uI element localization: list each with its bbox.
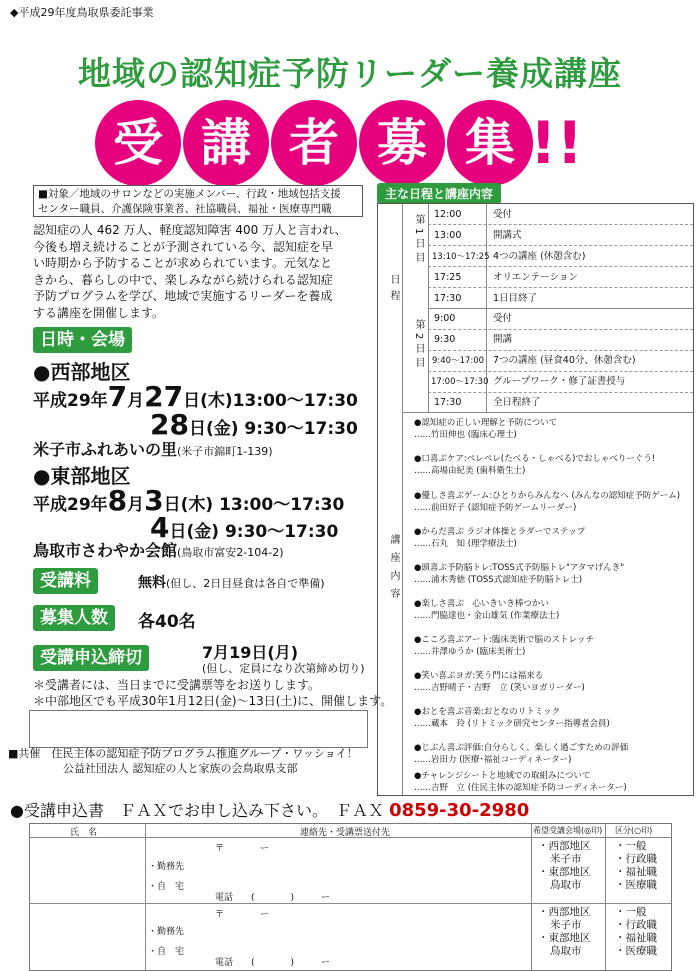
row2-work: ・勤務先	[148, 927, 185, 937]
day1-time: 17:30	[434, 293, 462, 304]
form-title: ●受講申込書 ＦＡＸでお申し込み下さい。 ＦＡＸ	[10, 801, 384, 820]
venue-option[interactable]: ・西部地区	[538, 906, 591, 918]
course-teacher: ……前田好子 (認知症予防ゲームリーダー)	[414, 503, 577, 513]
day2-item: 7つの講座 (昼食40分、休憩含む)	[493, 355, 636, 366]
venue-option[interactable]: ・東部地区	[538, 932, 591, 944]
schedule-table	[377, 203, 694, 796]
header-category: 区分(○印)	[615, 826, 653, 835]
intro-line: い時期から予防することが求められています。元気なと	[33, 256, 333, 270]
venue-option[interactable]: ・西部地区	[538, 840, 591, 852]
west-year: 平成29年	[33, 391, 108, 411]
application-form	[29, 823, 672, 971]
form-header	[10, 798, 700, 821]
category-option[interactable]: ・一般	[615, 906, 647, 918]
intro-line: きから、暮らしの中で、楽しみながら続けられる認知症	[33, 272, 333, 287]
course-title: ●楽しさ喜ぶ 心いきいき棒つかい	[414, 599, 549, 609]
cohost-line-2: 公益社団法人 認知症の人と家族の会鳥取県支部	[63, 762, 298, 775]
course-section-label: 講座内容	[388, 534, 399, 606]
recruit-char-2: 講	[183, 100, 269, 186]
west-day-2: 28	[150, 408, 189, 441]
row2-category-options[interactable]	[615, 906, 657, 958]
category-option[interactable]: ・福祉職	[615, 932, 657, 944]
east-day-1-time: 日(木) 13:00～17:30	[163, 495, 345, 515]
course-title: ●笑い喜ぶヨガ:笑う門には福来る	[414, 671, 544, 681]
west-venue-address: (米子市錦町1-139)	[177, 445, 273, 458]
course-item	[414, 526, 694, 550]
west-venue-name: 米子市ふれあいの里	[33, 440, 178, 459]
venue-option-city: 鳥取市	[550, 945, 582, 957]
note-line: ＊受講者には、当日までに受講票等をお送りします。	[33, 678, 321, 692]
course-teacher: ……門脇達也・金山雄気 (作業療法士)	[414, 611, 560, 621]
course-item	[414, 742, 694, 766]
capacity-value: 各40名	[138, 612, 196, 632]
row2-postal-field[interactable]: 〒 ー	[215, 910, 270, 920]
venue-option-city: 鳥取市	[550, 879, 582, 891]
course-item	[414, 634, 694, 658]
row1-phone-field[interactable]: 電話 ( ) ー	[215, 893, 331, 903]
day2-item: 受付	[493, 313, 513, 324]
row1-category-options[interactable]	[615, 840, 657, 892]
category-option[interactable]: ・行政職	[615, 919, 657, 931]
fee-label: 受講料	[33, 568, 98, 594]
west-day-1: 27	[144, 380, 184, 413]
fee-amount: 無料	[138, 575, 166, 591]
header-contact: 連絡先・受講票送付先	[300, 828, 391, 838]
course-title: ●こころ喜ぶアート:臨床美術で脳のストレッチ	[414, 635, 594, 645]
course-teacher: ……石丸 知 (理学療法士)	[414, 539, 517, 549]
date-venue-label: 日時・会場	[33, 327, 132, 353]
west-month: 7	[107, 380, 128, 413]
course-item	[414, 417, 694, 441]
day1-item: 1日目終了	[493, 293, 538, 304]
course-teacher: ……浦木秀徳 (TOSS式認知症予防脳トレ士)	[414, 575, 583, 585]
row1-work: ・勤務先	[148, 862, 185, 872]
intro-line: 予防プログラムを学び、地域で実施するリーダーを養成	[33, 289, 333, 303]
east-month-unit: 月	[127, 495, 145, 515]
row1-postal-field[interactable]: 〒 ー	[215, 844, 270, 854]
deadline-note: (但し、定員になり次第締め切り)	[202, 662, 365, 675]
header-name: 氏 名	[70, 828, 98, 838]
cohost-line-1: ■共催 住民主体の認知症予防プログラム推進グループ・ワッショイ！	[8, 747, 358, 760]
course-title: ●頭喜ぶ予防脳トレ:TOSS式予防脳トレ"アタマげんき"	[414, 563, 625, 573]
notes	[33, 677, 392, 709]
day2-time: 17:30	[434, 397, 462, 408]
category-option[interactable]: ・福祉職	[615, 866, 657, 878]
day1-time: 13:10～17:25	[432, 252, 490, 262]
category-option[interactable]: ・行政職	[615, 853, 657, 865]
course-teacher: ……高場由紀美 (歯科衛生士)	[414, 466, 526, 476]
course-teacher: ……竹田伸也 (臨床心理士)	[414, 430, 517, 440]
course-item	[414, 598, 694, 622]
day1-time: 12:00	[434, 209, 462, 220]
course-title: ●口喜ぶケア:ペレペレ(たべる・しゃべる)でおしゃべりーぐう!	[414, 454, 656, 464]
target-line-1: ■対象／地域のサロンなどの実施メンバー、行政・地域包括支援	[38, 188, 341, 200]
header-venue: 希望受講会場(◎印)	[533, 826, 603, 835]
venue-option[interactable]: ・東部地区	[538, 866, 591, 878]
course-teacher: ……岩田力 (医療･福祉コーディネーター)	[414, 755, 572, 765]
course-item	[414, 670, 694, 694]
east-venue	[33, 538, 284, 561]
fax-number: 0859-30-2980	[389, 800, 530, 821]
day1-label: 第1日目	[413, 214, 424, 267]
day1-item: 4つの講座 (休憩含む)	[493, 251, 586, 262]
course-teacher: ……吉野 立 (住民主体の認知症予防コーディネーター)	[414, 783, 627, 793]
east-venue-address: (鳥取市富安2-104-2)	[177, 546, 284, 559]
day2-time: 9:40～17:00	[432, 356, 485, 366]
day2-label: 第2日目	[413, 319, 424, 372]
day2-item: 開講	[493, 334, 513, 345]
recruit-char-3: 者	[271, 100, 357, 186]
venue-option-city: 米子市	[550, 853, 582, 865]
east-day-2: 4	[150, 511, 170, 544]
cohost	[8, 746, 358, 776]
west-day-1-time: 日(木)13:00～17:30	[183, 391, 358, 411]
course-teacher: ……吉野晴子・吉野 立 (笑いヨガリーダー)	[414, 683, 585, 693]
target-box	[33, 185, 363, 217]
target-line-2: センター職員、介護保険事業者、社協職員、福祉・医療専門職	[38, 203, 332, 215]
course-title: ●からだ喜ぶ ラジオ体操とラダーでステップ	[414, 527, 586, 537]
recruit-banner	[95, 100, 615, 190]
course-item	[414, 706, 694, 730]
recruit-char-5: 集	[447, 100, 533, 186]
row1-home: ・自 宅	[148, 882, 185, 892]
day2-item: グループワーク・修了証書授与	[493, 376, 626, 387]
capacity-label: 募集人数	[33, 605, 115, 631]
course-title: ●じぶん喜ぶ評価:自分らしく、楽しく過ごすための評価	[414, 743, 629, 753]
course-item	[414, 490, 694, 514]
deadline-date: 7月19日(月)	[202, 643, 299, 662]
category-option[interactable]: ・一般	[615, 840, 647, 852]
day1-time: 17:25	[434, 272, 462, 283]
row2-venue-options[interactable]	[538, 906, 591, 958]
page-title: 地域の認知症予防リーダー養成講座	[78, 54, 622, 93]
top-note: ◆平成29年度鳥取県委託事業	[10, 6, 154, 19]
course-teacher: ……蔵本 玲 (リトミック研究センター指導者会員)	[414, 719, 610, 729]
east-month: 8	[107, 484, 128, 517]
east-day-1: 3	[144, 484, 164, 517]
west-venue	[33, 437, 273, 460]
east-venue-name: 鳥取市さわやか会館	[33, 541, 178, 560]
course-title: ●認知症の正しい理解と予防について	[414, 418, 558, 428]
course-item	[414, 562, 694, 586]
west-month-unit: 月	[127, 391, 145, 411]
category-option[interactable]: ・医療職	[615, 945, 657, 957]
row2-phone-field[interactable]: 電話 ( ) ー	[215, 958, 331, 968]
schedule-section-label: 日程	[388, 274, 399, 306]
day2-time: 9:00	[434, 313, 456, 324]
west-region: ●西部地区	[33, 360, 131, 384]
venue-option-city: 米子市	[550, 919, 582, 931]
row2-home: ・自 宅	[148, 947, 185, 957]
deadline-label: 受講申込締切	[33, 645, 149, 671]
course-item	[414, 453, 694, 477]
day2-item: 全日程終了	[493, 397, 541, 408]
intro-line: する講座を開催します。	[33, 305, 165, 320]
day1-item: 開講式	[493, 230, 522, 241]
fee-note: (但し、2日目昼食は各自で準備)	[166, 577, 325, 590]
intro-line: 今後も増え続けることが予測されている今、認知症を早	[33, 239, 334, 254]
intro-line: 認知症の人 462 万人、軽度認知障害 400 万人と言われ、	[33, 223, 347, 237]
course-title: ●優しさ喜ぶゲーム:ひとりからみんなへ (みんなの認知症予防ゲーム)	[414, 491, 681, 501]
intro-text	[33, 222, 368, 321]
west-day-2-time: 日(金) 9:30～17:30	[188, 419, 358, 439]
recruit-char-4: 募	[359, 100, 445, 186]
row1-venue-options[interactable]	[538, 840, 591, 892]
day1-time: 13:00	[434, 230, 462, 241]
course-item	[414, 770, 694, 794]
course-title: ●おとを喜ぶ音楽:おとなのリトミック	[414, 707, 561, 717]
category-option[interactable]: ・医療職	[615, 879, 657, 891]
recruit-exclamation: !!	[530, 109, 583, 177]
east-year: 平成29年	[33, 495, 108, 515]
course-title: ●チャレンジシートと地域での取組みについて	[414, 771, 591, 781]
day1-item: 受付	[493, 209, 513, 220]
day2-time: 9:30	[434, 334, 456, 345]
fee-value	[138, 572, 325, 592]
day2-time: 17:00～17:30	[431, 377, 489, 387]
east-region: ●東部地区	[33, 464, 131, 488]
note-line: ＊中部地区でも平成30年1月12日(金)～13日(土)に、開催します。	[33, 694, 393, 708]
recruit-char-1: 受	[95, 100, 181, 186]
contact-box	[29, 710, 368, 748]
east-day-2-time: 日(金) 9:30～17:30	[169, 522, 339, 542]
day1-item: オリエンテーション	[493, 272, 578, 283]
schedule-title: 主な日程と講座内容	[377, 183, 501, 204]
course-teacher: ……井澤ゆうか (臨床美術士)	[414, 647, 526, 657]
